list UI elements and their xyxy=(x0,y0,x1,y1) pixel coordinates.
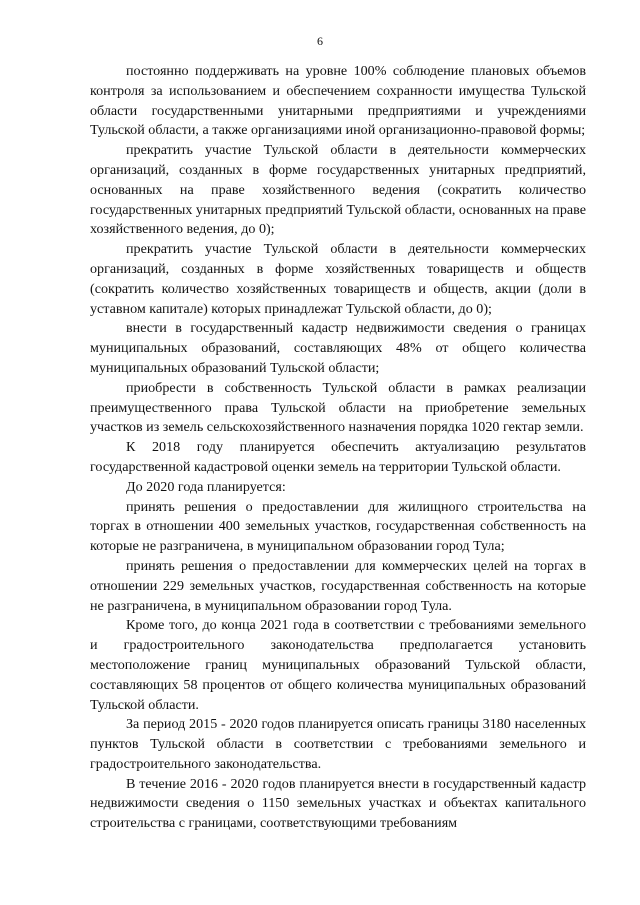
paragraph: внести в государственный кадастр недвижимости сведения о границах муниципальных образований, составляющих 48% от общего количества муниципальных образований Тульской области; xyxy=(90,320,586,376)
paragraph: принять решения о предоставлении для жилищного строительства на торгах в отношении 400 земельных участков, государственная собственность на которые не разграничена, в муниципальном образовании город Тула; xyxy=(90,498,586,555)
paragraph: К 2018 году планируется обеспечить актуализацию результатов государственной кадастровой оценки земель на территории Тульской области. xyxy=(90,439,586,475)
paragraph: В течение 2016 - 2020 годов планируется внести в государственный кадастр недвижимости сведения о 1150 земельных участках и объектах капитального строительства с границами, соответствующими требованиям xyxy=(90,775,586,832)
paragraph: постоянно поддерживать на уровне 100% соблюдение плановых объемов контроля за использованием и обеспечением сохранности имущества Тульской области государственными унитарными предприятиями и учреждениями Тульской области, а также организациями иной организационно-правовой формы; xyxy=(90,63,586,139)
paragraph: принять решения о предоставлении для коммерческих целей на торгах в отношении 229 земельных участков, государственная собственность на которые не разграничена, в муниципальном образовании город Тула. xyxy=(90,557,586,614)
paragraph: прекратить участие Тульской области в деятельности коммерческих организаций, созданных в форме государственных унитарных предприятий, основанных на праве хозяйственного ведения (сократить количество государственных унитарных предприятий Тульской области, основанных на праве хозяйственного ведения, до 0); xyxy=(90,142,586,238)
paragraph: За период 2015 - 2020 годов планируется описать границы 3180 населенных пунктов Тульской области в соответствии с требованиями земельного и градостроительного законодательства. xyxy=(90,716,586,772)
page-number: 6 xyxy=(317,34,323,48)
paragraph: Кроме того, до конца 2021 года в соответствии с требованиями земельного и градостроительного законодательства предполагается установить местоположение границ муниципальных образований Тульской области, составляющих 58 процентов от общего количества муниципальных образований Тульской области. xyxy=(90,617,586,713)
paragraph: До 2020 года планируется: xyxy=(126,478,286,495)
paragraph: приобрести в собственность Тульской области в рамках реализации преимущественного права Тульской области на приобретение земельных участков из земель сельскохозяйственного назначения порядка 1020 гектар земли. xyxy=(90,379,586,436)
paragraph: прекратить участие Тульской области в деятельности коммерческих организаций, созданных в форме хозяйственных товариществ и обществ (сократить количество хозяйственных товариществ и обществ, акции (доли в уставном капитале) которых принадлежат Тульской области, до 0); xyxy=(90,241,586,317)
document-body xyxy=(90,62,586,834)
